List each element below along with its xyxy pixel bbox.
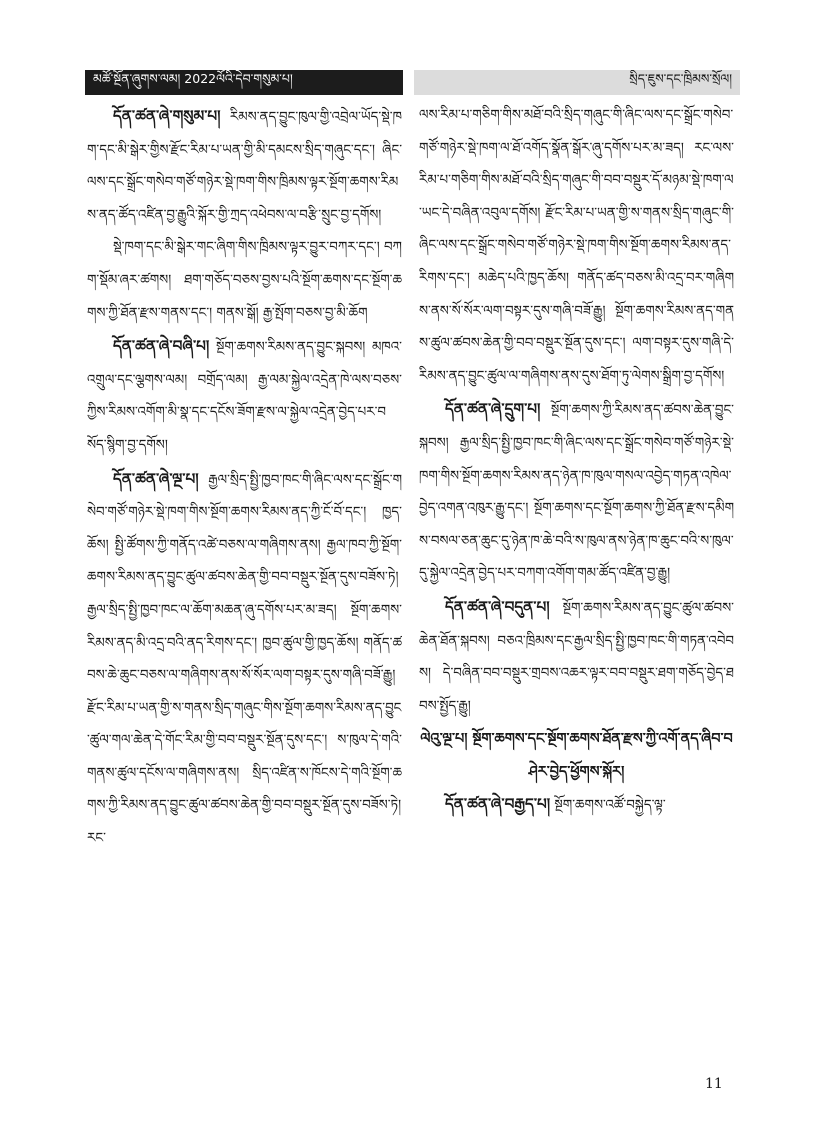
article-44-heading: དོན་ཚན་ཞེ་བཞི་པ། bbox=[113, 337, 210, 356]
journal-header-title: མཚོ་སྔོན་ཞུགས་ལམ། 2022ལོའི་དེབ་གསུམ་པ། bbox=[85, 70, 403, 95]
article-46-paragraph bbox=[419, 393, 734, 591]
article-43-paragraph-2 bbox=[87, 232, 402, 330]
page-number: 11 bbox=[705, 1076, 723, 1092]
article-43-heading: དོན་ཚན་ཞེ་གསུམ་པ། bbox=[113, 107, 221, 125]
article-48-paragraph bbox=[419, 788, 734, 823]
article-45-paragraph bbox=[87, 463, 402, 856]
article-46-text: སྔོག་ཆགས་ཀྱི་རིམས་ནད་ཚབས་ཆེན་བྱུང་སྐབས། རྒྱལ་སྲིད་སྤྱི་ཁྱབ་ཁང་གི་ཞིང་ལས་དང་སྒྲོང་གསེབ་གཙོ་གཉེར་སྡེ་ཁག་གིས་སྔོག་ཆགས་རིམས་ནད་ཉེན་ཁ་ཁུལ་གསལ་འབྱེད་གཏན་འཁེལ་བྱེད་འགན་འཁུར་རྒྱུ་དང་། སྔོག་ཆགས་དང་སྔོག་ཆགས་ཀྱི་ཐོན་རྫས་དམིགས་བསལ་ཅན་ཆུང་དུ་ཉེན་ཁ་ཆེ་བའི་ས་ཁུལ་ནས་ཉེན་ཁ་ཆུང་བའི་ས་ཁུལ་དུ་སྐྱེལ་འདྲེན་བྱེད་པར་བཀག་འགོག་གམ་ཚོད་འཛིན་བྱ་རྒྱུ། bbox=[419, 403, 734, 582]
article-44-paragraph bbox=[87, 330, 402, 462]
right-text-column bbox=[419, 100, 734, 1060]
article-48-text: སྔོག་ཆགས་འཚོ་བསྐྱེད་ལྟ་ bbox=[554, 798, 666, 814]
article-43-paragraph bbox=[87, 100, 402, 232]
article-48-heading: དོན་ཚན་ཞེ་བརྒྱད་པ། bbox=[445, 795, 551, 814]
article-45-text: རྒྱལ་སྲིད་སྤྱི་ཁྱབ་ཁང་གི་ཞིང་ལས་དང་སྒྲོང་གསེབ་གཙོ་གཉེར་སྡེ་ཁག་གིས་སྔོག་ཆགས་རིམས་ནད་ཀྱི་ངོ་བོ་དང་། ཁྱད་ཆོས། སྤྱི་ཚོགས་ཀྱི་གནོད་འཚེ་བཅས་ལ་གཞིགས་ནས། རྒྱལ་ཁབ་ཀྱི་སྔོག་ཆགས་རིམས་ནད་བྱུང་ཚུལ་ཚབས་ཆེན་གྱི་བབ་བསྡུར་སྔོན་དུས་བཟོས་ཏེ། རྒྱལ་སྲིད་སྤྱི་ཁྱབ་ཁང་ལ་ཆོག་མཆན་ཞུ་དགོས་པར་མ་ཟད། སྔོག་ཆགས་རིམས་ནད་མི་འདྲ་བའི་ནད་རིགས་དང་། ཁྱབ་ཚུལ་གྱི་ཁྱད་ཆོས། གནོད་ཚབས་ཆེ་ཆུང་བཅས་ལ་གཞིགས་ནས་སོ་སོར་ལག་བསྟར་དུས་གཞི་བཟོ་རྒྱུ། རྫོང་རིམ་པ་ཡན་གྱི་ས་གནས་སྲིད་གཞུང་གིས་སྔོག་ཆགས་རིམས་ནད་བྱུང་ཚུལ་གལ་ཆེན་དེ་གོང་རིམ་གྱི་བབ་བསྡུར་སྔོན་དུས་དང་། ས་ཁུལ་དེ་གའི་གནས་ཚུལ་དངོས་ལ་གཞིགས་ནས། སྲིད་འཛིན་ས་ཁོངས་དེ་གའི་སྔོག་ཆགས་ཀྱི་རིམས་ནད་བྱུང་ཚུལ་ཚབས་ཆེན་གྱི་བབ་བསྡུར་སྔོན་དུས་བཟོས་ཏེ། རང་ bbox=[87, 472, 402, 847]
article-43-text: རིམས་ནད་བྱུང་ཁུལ་གྱི་འབྲེལ་ཡོད་སྡེ་ཁག་དང་མི་སྒེར་གྱིས་རྫོང་རིམ་པ་ཡན་གྱི་མི་དམངས་སྲིད་གཞུང་དང་། ཞིང་ལས་དང་སྒྲོང་གསེབ་གཙོ་གཉེར་སྡེ་ཁག་གིས་ཁྲིམས་ལྟར་སྔོག་ཆགས་རིམས་ནད་ཚོད་འཛིན་བྱ་རྒྱུའི་སྐོར་གྱི་ཀྲད་འཕེབས་ལ་བརྩི་སྲུང་བྱ་དགོས། bbox=[87, 110, 402, 223]
left-text-column bbox=[87, 100, 402, 1060]
article-46-heading: དོན་ཚན་ཞེ་དྲུག་པ། bbox=[445, 400, 541, 419]
article-44-text: སྔོག་ཆགས་རིམས་ནད་བྱུང་སྐབས། མཁའ་འགྲུལ་དང་ལྕགས་ལམ། བགྲོད་ལམ། རྒྱ་ལམ་སྐྱེལ་འདྲེན་ཁེ་ལས་བཅས་ཀྱིས་རིམས་འགོག་མི་སྣ་དང་དངོས་ཟོག་རྫས་ལ་སྐྱེལ་འདྲེན་བྱེད་པར་བསོད་སྙིག་བྱ་དགོས། bbox=[87, 340, 402, 453]
article-45-heading: དོན་ཚན་ཞེ་ལྔ་པ། bbox=[113, 469, 199, 488]
article-43-text-2: སྡེ་ཁག་དང་མི་སྒེར་གང་ཞིག་གིས་ཁྲིམས་ལྟར་བྱུར་བཀར་དང་། བཀག་སྡོམ་ཞར་ཚགས། ཐག་གཅོད་བཅས་བྱས་པའི་སྔོག་ཆགས་དང་སྔོག་ཆགས་ཀྱི་ཐོན་རྫས་གནས་དང་། གནས་སྒོ། རྒྱ་སྤོག་བཅས་བྱ་མི་ཆོག bbox=[87, 240, 402, 321]
article-47-paragraph bbox=[419, 591, 734, 723]
section-header-title: སྲིད་ཇུས་དང་ཁྲིམས་སྲོལ། bbox=[414, 70, 740, 95]
article-47-text: སྔོག་ཆགས་རིམས་ནད་བྱུང་ཚུལ་ཚབས་ཆེན་ཐོན་སྐབས། བཅའ་ཁྲིམས་དང་རྒྱལ་སྲིད་སྤྱི་ཁྱབ་ཁང་གི་གཏན་འབེབས། དེ་བཞིན་བབ་བསྡུར་གྲབས་འཆར་ལྟར་བབ་བསྡུར་ཐག་གཅོད་བྱེད་ཐབས་སྤྱོད་རྒྱུ། bbox=[419, 600, 734, 714]
chapter-5-title: ལེའུ་ལྔ་པ། སྔོག་ཆགས་དང་སྔོག་ཆགས་ཐོན་རྫས་ཀྱི་འགོ་ནད་ཞིབ་བཤེར་བྱེད་ཕྱོགས་སྐོར། bbox=[420, 731, 733, 780]
article-47-heading: དོན་ཚན་ཞེ་བདུན་པ། bbox=[445, 597, 550, 616]
article-45-continued-text: ལས་རིམ་པ་གཅིག་གིས་མཐོ་བའི་སྲིད་གཞུང་གི་ཞིང་ལས་དང་སྒྲོང་གསེབ་གཙོ་གཉེར་སྡེ་ཁག་ལ་ཐོ་འགོད་སྣོན་སྒོར་ཞུ་དགོས་པར་མ་ཟད། རང་ལས་རིམ་པ་གཅིག་གིས་མཐོ་བའི་སྲིད་གཞུང་གི་བབ་བསྡུར་དོ་མཉམ་སྡེ་ཁག་ལ་ཡང་དེ་བཞིན་འབུལ་དགོས། རྫོང་རིམ་པ་ཡན་གྱི་ས་གནས་སྲིད་གཞུང་གི་ཞིང་ལས་དང་སྒྲོང་གསེབ་གཙོ་གཉེར་སྡེ་ཁག་གིས་སྔོག་ཆགས་རིམས་ནད་རིགས་དང་། མཆེད་པའི་ཁྱད་ཆོས། གནོད་ཚད་བཅས་མི་འདྲ་བར་གཞིགས་ནས་སོ་སོར་ལག་བསྟར་དུས་གཞི་བཟོ་རྒྱུ། སྔོག་ཆགས་རིམས་ནད་གནས་ཚུལ་ཚབས་ཆེན་གྱི་བབ་བསྡུར་སྔོན་དུས་དང་། ལག་བསྟར་དུས་གཞི་དེ་རིམས་ནད་བྱུང་ཚུལ་ལ་གཞིགས་ནས་དུས་ཐོག་ཏུ་ལེགས་སྒྲིག་བྱ་དགོས། bbox=[419, 108, 734, 384]
article-45-continued-paragraph bbox=[419, 100, 734, 393]
